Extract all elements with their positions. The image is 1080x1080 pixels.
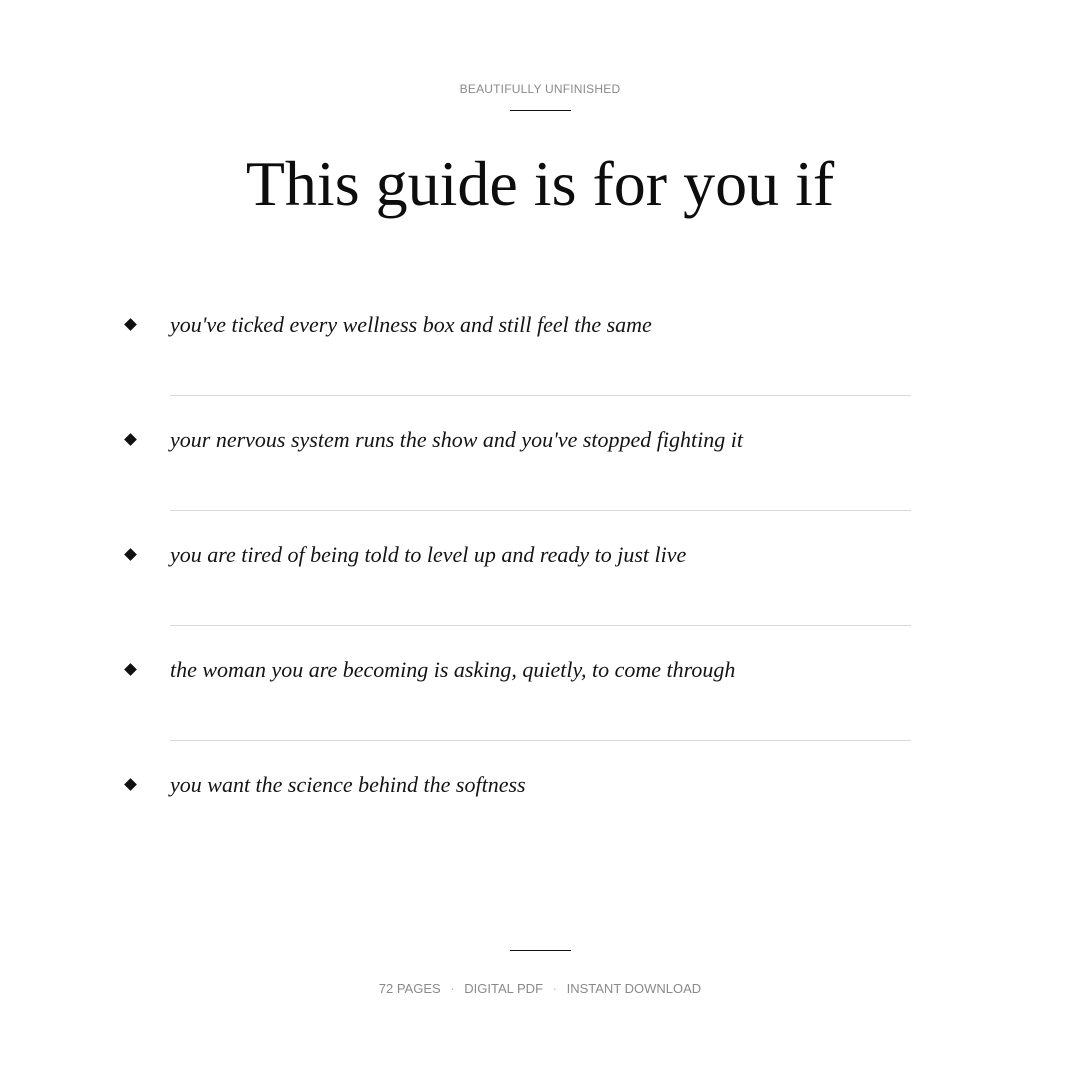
diamond-bullet-icon <box>124 318 137 331</box>
page-count: 72 PAGES <box>378 981 441 996</box>
footer-separator: · <box>450 981 455 996</box>
product-details <box>0 981 1080 996</box>
page-title: This guide is for you if <box>245 148 835 219</box>
list-item <box>0 625 1080 740</box>
bottom-divider-rule <box>510 950 571 951</box>
list-item <box>0 510 1080 625</box>
brand-eyebrow: BEAUTIFULLY UNFINISHED <box>459 82 621 96</box>
footer-separator: · <box>552 981 557 996</box>
list-item-text: the woman you are becoming is asking, quietly, to come through <box>170 657 736 682</box>
diamond-bullet-icon <box>124 663 137 676</box>
diamond-bullet-icon <box>124 778 137 791</box>
list-item-text: you've ticked every wellness box and still feel the same <box>170 312 652 337</box>
diamond-bullet-icon <box>124 548 137 561</box>
top-divider-rule <box>510 110 571 111</box>
file-format: DIGITAL PDF <box>464 981 544 996</box>
list-item <box>0 280 1080 395</box>
list-item <box>0 395 1080 510</box>
delivery-method: INSTANT DOWNLOAD <box>566 981 702 996</box>
list-item-text: your nervous system runs the show and you've stopped fighting it <box>170 427 743 452</box>
list-item-text: you are tired of being told to level up and ready to just live <box>170 542 687 567</box>
diamond-bullet-icon <box>124 433 137 446</box>
list-item-text: you want the science behind the softness <box>170 772 526 797</box>
list-item <box>0 740 1080 855</box>
